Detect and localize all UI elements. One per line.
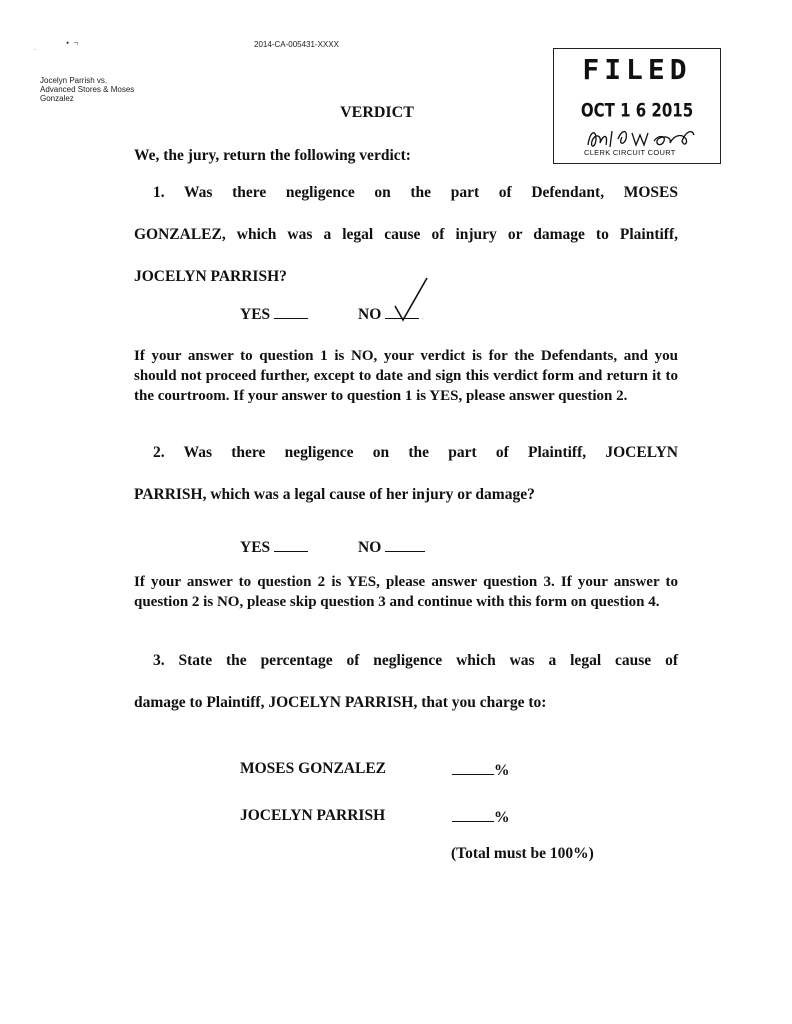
q2-line1: 2. Was there negligence on the part of Plaintiff, JOCELYN: [153, 444, 678, 461]
q3-line2: damage to Plaintiff, JOCELYN PARRISH, that you charge to:: [134, 694, 547, 711]
percent-blank[interactable]: [452, 760, 494, 775]
checkmark-icon: [391, 276, 437, 324]
scan-marks: • ¬: [66, 38, 80, 48]
q2-no-option[interactable]: [358, 537, 425, 557]
total-note: (Total must be 100%): [451, 845, 594, 862]
percent-sign: %: [494, 762, 510, 779]
stamp-filed-text: FILED: [582, 53, 692, 86]
q2-yes-blank[interactable]: [274, 537, 308, 552]
caption-line: Jocelyn Parrish vs.: [40, 76, 108, 85]
q1-line3: JOCELYN PARRISH?: [134, 268, 287, 285]
scan-speck: .: [34, 44, 36, 52]
q1-yes-label: YES: [240, 306, 271, 323]
caption-line: Advanced Stores & Moses: [40, 85, 135, 94]
case-number: 2014-CA-005431-XXXX: [254, 40, 339, 49]
stamp-date: OCT 1 6 2015: [580, 98, 694, 122]
q2-yes-option[interactable]: [240, 537, 308, 557]
q3-line1: 3. State the percentage of negligence which was a legal cause of: [153, 652, 678, 669]
q1-yes-blank[interactable]: [274, 304, 308, 319]
instruction-q2: If your answer to question 2 is YES, please answer question 3. If your answer to question 2 is NO, please skip question 3 and continue with this form on question 4.: [134, 574, 678, 610]
page-title-text: VERDICT: [340, 104, 414, 121]
q2-no-label: NO: [358, 539, 382, 556]
percent-sign: %: [494, 809, 510, 826]
q2-line2: PARRISH, which was a legal cause of her injury or damage?: [134, 486, 535, 503]
q2-yes-label: YES: [240, 539, 271, 556]
stamp-clerk: CLERK CIRCUIT COURT: [584, 148, 676, 157]
q2-no-blank[interactable]: [385, 537, 425, 552]
verdict-intro: We, the jury, return the following verdict:: [134, 147, 411, 164]
caption-line: Gonzalez: [40, 94, 74, 103]
q1-line1: 1. Was there negligence on the part of Defendant, MOSES: [153, 184, 678, 201]
instruction-q1: If your answer to question 1 is NO, your verdict is for the Defendants, and you should not proceed further, except to date and sign this verdict form and return it to the courtroom. If your answer to question 1 is YES, please answer question 2.: [134, 348, 678, 404]
filed-stamp: [553, 48, 721, 164]
percent-field-gonzalez[interactable]: [452, 760, 510, 780]
q1-yes-option[interactable]: [240, 304, 308, 324]
case-caption: [40, 76, 170, 103]
party-jocelyn-parrish: JOCELYN PARRISH: [240, 807, 386, 824]
q1-no-label: NO: [358, 306, 382, 323]
percent-field-parrish[interactable]: [452, 807, 510, 827]
percent-blank[interactable]: [452, 807, 494, 822]
q1-line2: GONZALEZ, which was a legal cause of injury or damage to Plaintiff,: [134, 226, 678, 243]
party-moses-gonzalez: MOSES GONZALEZ: [240, 760, 386, 777]
